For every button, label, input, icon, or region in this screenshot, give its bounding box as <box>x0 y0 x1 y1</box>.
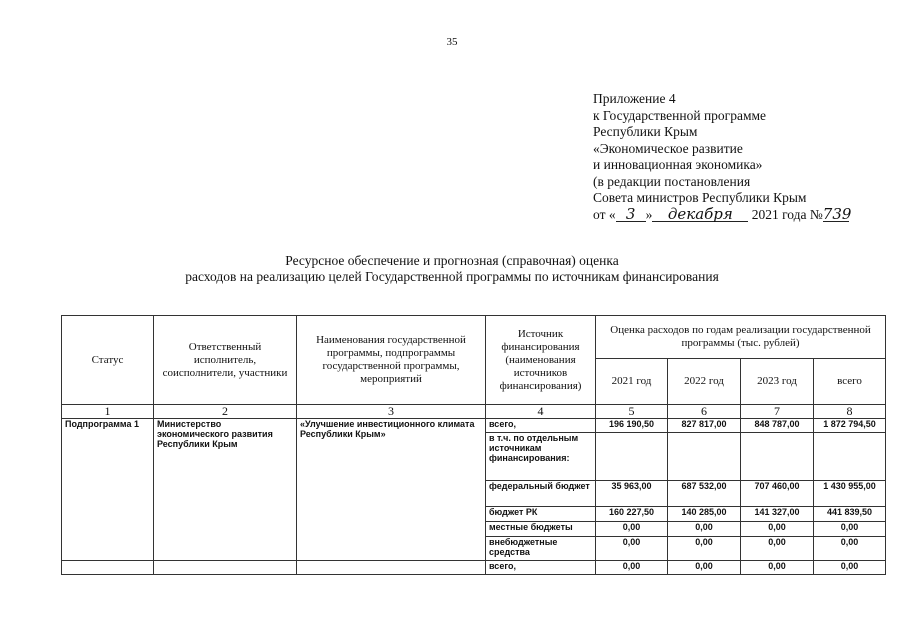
value-2021 <box>596 433 668 481</box>
date-mid: » <box>645 206 653 222</box>
source-cell: внебюджетные средства <box>486 537 596 561</box>
budget-table <box>61 315 886 575</box>
value-total: 0,00 <box>814 522 886 537</box>
value-2022: 0,00 <box>668 561 741 575</box>
value-total: 441 839,50 <box>814 507 886 522</box>
table-row <box>62 419 886 433</box>
program-name-cell <box>297 561 486 575</box>
column-number: 3 <box>297 405 486 419</box>
source-cell: федеральный бюджет <box>486 481 596 507</box>
header-estimate: Оценка расходов по годам реализации государственной программы (тыс. рублей) <box>596 316 886 359</box>
value-2022 <box>668 433 741 481</box>
appendix-line: Приложение 4 <box>593 91 676 106</box>
table-row <box>62 561 886 575</box>
value-2021: 160 227,50 <box>596 507 668 522</box>
header-source: Источник финансирования (наименования источников финансирования) <box>486 316 596 405</box>
source-cell: местные бюджеты <box>486 522 596 537</box>
header-name: Наименования государственной программы, подпрограммы государственной программы, мероприятий <box>297 316 486 405</box>
value-2023: 707 460,00 <box>741 481 814 507</box>
column-number: 7 <box>741 405 814 419</box>
appendix-date-line <box>593 204 852 224</box>
value-2023: 141 327,00 <box>741 507 814 522</box>
header-status: Статус <box>62 316 154 405</box>
source-cell: в т.ч. по отдельным источникам финансирования: <box>486 433 596 481</box>
value-2022: 827 817,00 <box>668 419 741 433</box>
source-cell: бюджет РК <box>486 507 596 522</box>
handwritten-day: 3 <box>616 207 646 222</box>
header-responsible: Ответственный исполнитель, соисполнители, участники <box>154 316 297 405</box>
value-2023 <box>741 433 814 481</box>
appendix-line: Совета министров Республики Крым <box>593 190 807 205</box>
value-2022: 0,00 <box>668 522 741 537</box>
value-2023: 0,00 <box>741 537 814 561</box>
value-2023: 848 787,00 <box>741 419 814 433</box>
document-title-line-1: Ресурсное обеспечение и прогнозная (справочная) оценка <box>285 253 619 268</box>
program-name-cell: «Улучшение инвестиционного климата Республики Крым» <box>297 419 486 561</box>
handwritten-month: декабря <box>652 207 748 222</box>
value-2021: 0,00 <box>596 561 668 575</box>
value-2022: 140 285,00 <box>668 507 741 522</box>
header-year-2023: 2023 год <box>741 359 814 405</box>
status-cell: Подпрограмма 1 <box>62 419 154 561</box>
page-number: 35 <box>446 36 458 48</box>
responsible-cell: Министерство экономического развития Республики Крым <box>154 419 297 561</box>
value-2021: 35 963,00 <box>596 481 668 507</box>
appendix-line: Республики Крым <box>593 124 698 139</box>
value-2021: 0,00 <box>596 537 668 561</box>
value-total: 1 430 955,00 <box>814 481 886 507</box>
appendix-block <box>593 91 852 223</box>
value-2021: 196 190,50 <box>596 419 668 433</box>
column-number: 8 <box>814 405 886 419</box>
source-cell: всего, <box>486 419 596 433</box>
header-year-2022: 2022 год <box>668 359 741 405</box>
value-2023: 0,00 <box>741 561 814 575</box>
value-total: 0,00 <box>814 561 886 575</box>
value-total: 1 872 794,50 <box>814 419 886 433</box>
document-title-line-2: расходов на реализацию целей Государственной программы по источникам финансирования <box>185 269 719 284</box>
value-2023: 0,00 <box>741 522 814 537</box>
source-cell: всего, <box>486 561 596 575</box>
value-total: 0,00 <box>814 537 886 561</box>
value-2022: 0,00 <box>668 537 741 561</box>
value-2022: 687 532,00 <box>668 481 741 507</box>
appendix-line: к Государственной программе <box>593 107 767 123</box>
value-2021: 0,00 <box>596 522 668 537</box>
header-total: всего <box>814 359 886 405</box>
value-total <box>814 433 886 481</box>
status-cell <box>62 561 154 575</box>
column-number: 4 <box>486 405 596 419</box>
date-prefix: от « <box>593 206 616 222</box>
date-suffix: 2021 года № <box>751 206 823 222</box>
column-number: 5 <box>596 405 668 419</box>
handwritten-doc-number: 739 <box>822 204 852 223</box>
appendix-line: «Экономическое развитие <box>593 140 743 156</box>
appendix-line: и инновационная экономика» <box>593 157 763 172</box>
column-number: 6 <box>668 405 741 419</box>
column-number: 1 <box>62 405 154 419</box>
column-number: 2 <box>154 405 297 419</box>
appendix-line: (в редакции постановления <box>593 173 751 189</box>
header-year-2021: 2021 год <box>596 359 668 405</box>
responsible-cell <box>154 561 297 575</box>
